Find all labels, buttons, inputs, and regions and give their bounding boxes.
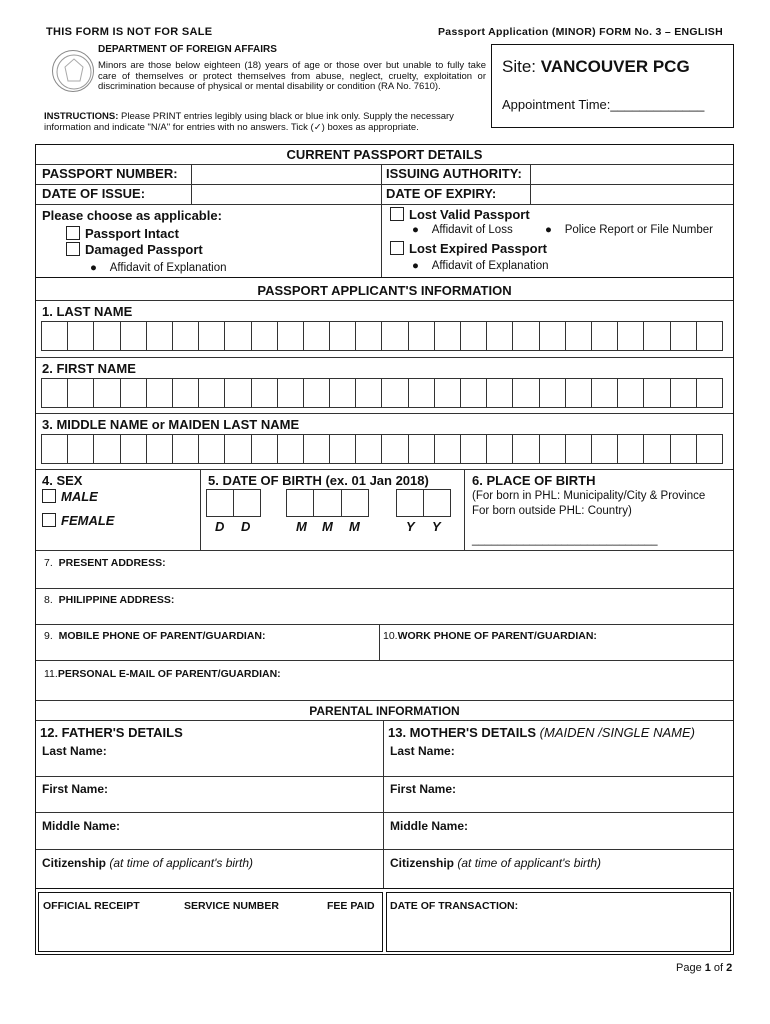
first-name-grid[interactable]: [41, 378, 723, 408]
instructions: [44, 112, 494, 133]
fee-paid: FEE PAID: [327, 900, 375, 912]
work-phone-label: WORK PHONE OF PARENT/GUARDIAN:: [397, 630, 597, 642]
work-phone[interactable]: [383, 630, 597, 642]
issuing-authority-label: ISSUING AUTHORITY:: [386, 166, 522, 181]
checkbox-icon[interactable]: [66, 226, 80, 240]
mother-title: [388, 725, 695, 740]
site-label: Site:: [502, 57, 541, 76]
mobile-phone-label: MOBILE PHONE OF PARENT/GUARDIAN:: [58, 630, 266, 642]
n10: 10.: [383, 630, 398, 642]
instructions-label: INSTRUCTIONS:: [44, 111, 119, 122]
n9: 9.: [44, 630, 53, 642]
affidavit-explanation-label: Affidavit of Explanation: [109, 262, 227, 274]
first-name-label: 2. FIRST NAME: [42, 361, 136, 376]
father-middle[interactable]: Middle Name:: [42, 819, 121, 833]
place-label: 6. PLACE OF BIRTH: [472, 473, 596, 488]
middle-name-label: 3. MIDDLE NAME or MAIDEN LAST NAME: [42, 417, 300, 432]
choose-label: Please choose as applicable:: [42, 208, 222, 223]
present-address-label: PRESENT ADDRESS:: [58, 557, 166, 569]
police-report-item: ● Police Report or File Number: [545, 224, 714, 236]
last-name-grid[interactable]: [41, 321, 723, 351]
place-note1: (For born in PHL: Municipality/City & Province: [472, 490, 706, 502]
sex-label: 4. SEX: [42, 473, 83, 488]
lost-expired-label: Lost Expired Passport: [409, 241, 547, 256]
cit-note: (at time of applicant's birth): [106, 856, 254, 870]
dob-d2: D: [241, 519, 251, 534]
male-label: MALE: [61, 489, 98, 504]
male-option[interactable]: [42, 489, 98, 504]
damaged-label: Damaged Passport: [85, 242, 203, 257]
citizenship-label: Citizenship: [390, 856, 455, 870]
father-last[interactable]: Last Name:: [42, 744, 107, 758]
philippine-address[interactable]: [44, 594, 174, 606]
dob-m2: M: [322, 519, 333, 534]
page-indicator: [676, 962, 732, 974]
form-title: Passport Application (MINOR) FORM No. 3 – ENGLISH: [438, 26, 723, 38]
department: DEPARTMENT OF FOREIGN AFFAIRS: [98, 44, 277, 55]
date-of-transaction: DATE OF TRANSACTION:: [390, 900, 519, 912]
mother-middle[interactable]: Middle Name:: [390, 819, 469, 833]
dob-day[interactable]: [206, 489, 261, 517]
damaged-option[interactable]: [66, 242, 203, 257]
father-first[interactable]: First Name:: [42, 782, 109, 796]
philippine-address-label: PHILIPPINE ADDRESS:: [58, 594, 175, 606]
dob-d1: D: [215, 519, 225, 534]
minors-note: Minors are those below eighteen (18) years of age or those over but unable to fully take care of themselves or protect themselves from abuse, neglect, cruelty, exploitation or discrimination because of physical or mental disability or condition (RA No. 7610).: [98, 60, 486, 92]
mother-label: 13. MOTHER'S DETAILS: [388, 725, 540, 740]
dob-m1: M: [296, 519, 307, 534]
n8: 8.: [44, 594, 53, 606]
appointment-time[interactable]: Appointment Time:_____________: [502, 97, 705, 112]
date-of-expiry-label: DATE OF EXPIRY:: [386, 186, 497, 201]
checkbox-icon[interactable]: [42, 513, 56, 527]
current-passport-title: CURRENT PASSPORT DETAILS: [286, 147, 483, 162]
mother-citizenship[interactable]: [390, 856, 601, 870]
dob-year[interactable]: [396, 489, 451, 517]
father-label: 12. FATHER'S DETAILS: [40, 725, 183, 740]
dfa-seal-icon: [52, 50, 94, 92]
affidavit-explanation2-item: ● Affidavit of Explanation: [412, 260, 549, 272]
site-value: VANCOUVER PCG: [540, 57, 690, 76]
page-num: 1: [704, 962, 711, 974]
affidavit-loss-label: Affidavit of Loss: [431, 224, 513, 236]
email-label: PERSONAL E-MAIL OF PARENT/GUARDIAN:: [57, 668, 281, 680]
site: [502, 57, 690, 77]
intact-label: Passport Intact: [85, 226, 179, 241]
n11: 11.: [44, 668, 58, 680]
parental-title: PARENTAL INFORMATION: [309, 704, 460, 718]
page-of: of: [710, 962, 727, 974]
checkbox-icon[interactable]: [42, 489, 56, 503]
n7: 7.: [44, 557, 53, 569]
passport-number-input[interactable]: [192, 166, 380, 182]
citizenship-label: Citizenship: [42, 856, 107, 870]
lost-expired-option[interactable]: [390, 241, 547, 256]
service-number: SERVICE NUMBER: [184, 900, 279, 912]
affidavit-explanation-item: ● Affidavit of Explanation: [90, 262, 227, 274]
female-option[interactable]: [42, 513, 114, 528]
intact-option[interactable]: [66, 226, 179, 241]
mother-last[interactable]: Last Name:: [390, 744, 455, 758]
email[interactable]: [44, 668, 281, 680]
checkbox-icon[interactable]: [66, 242, 80, 256]
father-title: [40, 725, 183, 740]
present-address[interactable]: [44, 557, 166, 569]
applicant-title: PASSPORT APPLICANT'S INFORMATION: [257, 283, 512, 298]
instructions-text: Please PRINT entries legibly using black or blue ink only. Supply the necessary information and indicate "N/A" for entries with no answers. Tick (✓) boxes as appropriate.: [44, 111, 454, 133]
date-of-issue-label: DATE OF ISSUE:: [42, 186, 146, 201]
site-box: [491, 44, 734, 128]
dob-month[interactable]: [286, 489, 369, 517]
affidavit-loss-item: ● Affidavit of Loss: [412, 224, 513, 236]
police-report-label: Police Report or File Number: [564, 224, 714, 236]
page-prefix: Page: [676, 962, 705, 974]
father-citizenship[interactable]: [42, 856, 253, 870]
cit-note: (at time of applicant's birth): [454, 856, 602, 870]
affidavit-explanation2-label: Affidavit of Explanation: [431, 260, 549, 272]
last-name-label: 1. LAST NAME: [42, 304, 133, 319]
not-for-sale: THIS FORM IS NOT FOR SALE: [46, 26, 213, 38]
page-total: 2: [726, 962, 733, 974]
dob-y1: Y: [406, 519, 415, 534]
dob-m3: M: [349, 519, 360, 534]
middle-name-grid[interactable]: [41, 434, 723, 464]
mother-note: (MAIDEN /SINGLE NAME): [539, 725, 695, 740]
mother-first[interactable]: First Name:: [390, 782, 457, 796]
mobile-phone[interactable]: [44, 630, 266, 642]
checkbox-icon[interactable]: [390, 241, 404, 255]
dob-label: 5. DATE OF BIRTH (ex. 01 Jan 2018): [208, 473, 429, 488]
passport-number-label: PASSPORT NUMBER:: [42, 166, 178, 181]
place-note2: For born outside PHL: Country): [472, 505, 632, 517]
official-receipt: OFFICIAL RECEIPT: [43, 900, 140, 912]
lost-valid-option[interactable]: [390, 207, 530, 222]
lost-valid-label: Lost Valid Passport: [409, 207, 530, 222]
checkbox-icon[interactable]: [390, 207, 404, 221]
place-input[interactable]: _____________________________: [472, 534, 658, 546]
dob-y2: Y: [432, 519, 441, 534]
female-label: FEMALE: [61, 513, 115, 528]
